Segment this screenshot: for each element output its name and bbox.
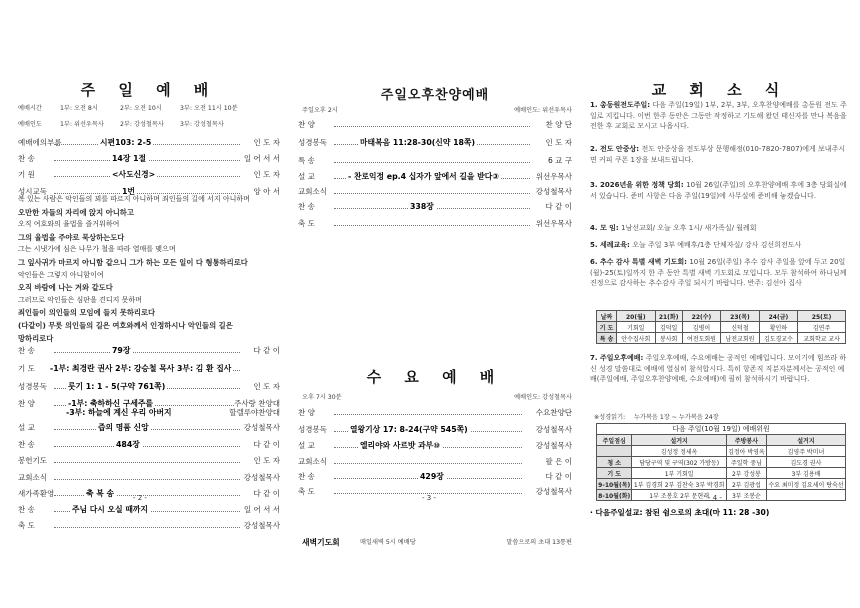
table-header: 주방봉사 xyxy=(726,435,766,446)
table-cell xyxy=(597,446,632,457)
leader-dots xyxy=(54,462,240,463)
responsive-reading-line: 그 잎사귀가 마르지 아니함 같으니 그가 하는 모든 일이 다 형통하리로다 xyxy=(18,258,248,267)
item-right: 위선우목사 xyxy=(535,219,572,228)
item-label: 설 교 xyxy=(298,441,315,450)
item-right: 할렐루야찬양대 xyxy=(229,408,280,417)
item-label: 성경봉독 xyxy=(18,382,47,391)
table-cell: 안수집사회 xyxy=(617,333,655,344)
item-right: 강성철목사 xyxy=(535,441,572,450)
news-number: 5. xyxy=(590,241,600,249)
table-cell: 황인하 xyxy=(759,322,797,333)
item-right: 강성철목사 xyxy=(535,187,572,196)
item-right: 인 도 자 xyxy=(253,456,280,465)
news-heading: 전도 안중상: xyxy=(599,145,642,153)
item-content: 338장 xyxy=(410,202,434,211)
page-number: - 4 - xyxy=(708,494,722,502)
duty-table-title: 다음 주일(10월 19일) 예배위원 xyxy=(597,424,846,435)
item-right: 인 도 자 xyxy=(253,170,280,179)
item-content: -1부: 최경란 권사 2부: 강승철 목사 3부: 김 환 집사 xyxy=(50,364,232,373)
table-cell: 김연주 xyxy=(798,322,846,333)
item-content: 축 복 송 xyxy=(86,489,115,498)
table-header: 21(화) xyxy=(655,311,682,322)
table-cell: 담당구역 및 구역(302 가방등) xyxy=(632,457,726,468)
item-label: 찬 송 xyxy=(18,154,35,163)
item-label: 교회소식 xyxy=(298,457,327,466)
table-cell: 기회일 xyxy=(617,322,655,333)
item-content: 즙의 명품 신앙 xyxy=(98,423,149,432)
table-header: 날짜 xyxy=(597,311,617,322)
item-content: 시편103: 2-5 xyxy=(100,138,152,147)
table-row xyxy=(597,322,846,333)
item-content: 1번 xyxy=(122,187,135,196)
table-cell: 기 도 xyxy=(597,468,632,479)
item-right: 강성철목사 xyxy=(535,425,572,434)
item-label: 축 도 xyxy=(298,219,315,228)
leader-dots xyxy=(334,463,522,464)
news-body: 1남선교회/ 오늘 오후 1시/ 새가족실/ 월례회 xyxy=(621,224,757,232)
item-content: 마태복음 11:28-30(신약 18쪽) xyxy=(360,138,476,147)
page-number: - 3 - xyxy=(422,494,436,502)
page-4: 교 회 소 식 1. 총동원전도주일: 다음 주일(19일) 1부, 2부, 3부, 오후찬양예배를 총동원 전도 주일로 지킵니다. 이번 한주 동안은 그동안 작정하고 기도해 왔던 태신자를 만나 복음을 전한 후 교회로 모시고 나옵시다. 2. 전도 안중상: 전도 안중상을 전도부상 문행해정(010-7820-7807)에게 보내주시면 커피 쿠폰 1장을 보내드립니다. 3. 2026년을 위한 정책 당회: 10월 26일(주일)의 오후찬양예배 후에 3층 당회실에서 있습니다. 준비 사항은 다음 주일(19일)에 사무실에 준비해 놓겠습니다. 4. 모 임: 1남선교회/ 오늘 오후 1시/ 새가족실/ 월례회 5. 세례교육: 오늘 주일 3부 예배후/1층 단체자실/ 강사 김선희전도사 6. 추수 감사 특별 새벽 기도회: 10월 26일(주일) 추수 감사 주일을 앞에 두고 20일(월)-25(토)일까지 한 주 동안 특별 새벽 기도회로 모입니다. 모두 참석하여 하나님께 진정으로 감사하는 추수감사 주일 되시기 바랍니다. 반주: 김선아 집사 7. 주일오후예배: 주일오후예배, 수요예배는 공적인 예배입니다. 모이기에 힘쓰라 하신 성경 말씀대로 예배에 열심히 참석합시다. 특히 항존직 직분자분께서는 공적인 예배(주일예배, 주일오후찬양예배, 수요예배)에 필히 참석하시기 바랍니다. 날짜 20(월) 21(화) 22(수) 23(목) 24(금) 25(토) 기 도 기회일 김덕일 김병이 신덕철 황인하 김연주 특 송 안수집사회 봉사회 여전도회원 남전교회원 김도경교수 교회학교 교사 ※성경읽기: 누가복음 1장 ~ 누가복음 24장 다음 주일(10월 19일) 예배위원 주일점심 설거지 주방봉사 설거지 김성정 정세옥 김정아 박영옥 김영주 박미녀 청 소 담당구역 및 구역(302 가방등) 주일학 중님 김도경 권사 기 도 1부 기회일 2부 강성봉 3부 김용배 9-10월(목) 1부 김경희 2부 김찬숙 3부 박경희 2부 김광섭 수요 최미정 김요세이 탕숙선 8-10월(화) 1부 조봉호 2부 문현래 3부 조봉순 · 다음주일설교: 참된 쉼으로의 초대(마 11: 28 -30) - 4 - xyxy=(590,0,850,608)
item-content: - 찬로익정 ep.4 십자가 앞에서 길을 받다③ xyxy=(348,172,499,181)
item-right: 다 같 이 xyxy=(253,346,280,355)
news-heading: 모 임: xyxy=(599,224,622,232)
table-header: 설거지 xyxy=(766,435,845,446)
news-item xyxy=(590,240,850,251)
item-label: 설 교 xyxy=(298,172,315,181)
item-label: 찬 송 xyxy=(298,472,315,481)
next-sermon-line: · 다음주일설교: 참된 쉼으로의 초대(마 11: 28 -30) xyxy=(590,508,770,517)
responsive-reading-line: 복 있는 사람은 악인들의 꾀를 따르지 아니하며 죄인들의 길에 서지 아니하며 xyxy=(18,195,250,203)
news-heading: 추수 감사 특별 새벽 기도회: xyxy=(599,258,690,266)
news-number: 2. xyxy=(590,145,600,153)
table-cell: 2부 김광섭 xyxy=(726,479,766,490)
table-cell: 2부 강성봉 xyxy=(726,468,766,479)
item-right: 인 도 자 xyxy=(253,138,280,147)
news-item xyxy=(590,100,850,132)
item-right: 다 같 이 xyxy=(545,472,572,481)
table-header: 25(토) xyxy=(798,311,846,322)
table-cell: 3부 조봉순 xyxy=(726,490,766,501)
item-content: 룻기 1: 1 - 5(구약 761쪽) xyxy=(68,382,166,391)
item-label: 봉헌기도 xyxy=(18,456,47,465)
news-heading: 세례교육: xyxy=(599,241,633,249)
item-content: 주님 다시 오실 때까지 xyxy=(72,505,148,514)
item-right: 다 같 이 xyxy=(545,202,572,211)
news-heading: 총동원전도주일: xyxy=(599,101,653,109)
responsive-reading-line: 오만한 자들의 자리에 앉지 아니하고 xyxy=(18,207,134,217)
responsive-reading-line: 오직 바람에 나는 겨와 같도다 xyxy=(18,283,113,293)
item-right: 찬 양 단 xyxy=(545,120,572,129)
dawn-prayer-table xyxy=(596,310,846,344)
item-label: 기 원 xyxy=(18,170,35,179)
table-row xyxy=(597,468,846,479)
item-right: 강성철목사 xyxy=(535,487,572,496)
news-number: 4. xyxy=(590,224,600,232)
news-item xyxy=(590,144,850,165)
table-cell: 남전교회원 xyxy=(721,333,759,344)
news-body: 주일오후예배, 수요예배는 공적인 예배입니다. 모이기에 힘쓰라 하신 성경 말씀대로 예배에 열심히 참석합시다. 특히 항존직 직분자분께서는 공적인 예배(주일예배, 주일오후찬양예배, 수요예배)에 필히 참석하시기 바랍니다. xyxy=(590,354,847,383)
wednesday-worship-title: 수 요 예 배 xyxy=(366,368,504,386)
table-cell: 주일학 중님 xyxy=(726,457,766,468)
leader-dots xyxy=(54,527,240,528)
table-header: 22(수) xyxy=(682,311,720,322)
item-right: 강성철목사 xyxy=(243,423,280,432)
item-content: 429장 xyxy=(420,472,444,481)
responsive-reading-line: 죄인들이 의인들의 모임에 들지 못하리로다 xyxy=(18,308,156,318)
table-cell: 1부 기회일 xyxy=(632,468,726,479)
item-right: 위선우목사 xyxy=(535,172,572,181)
church-news-title: 교 회 소 식 xyxy=(651,81,789,99)
item-label: 특 송 xyxy=(298,156,315,165)
responsive-reading-line: 그의 율법을 주야로 묵상하는도다 xyxy=(18,232,125,242)
news-number: 6. xyxy=(590,258,600,266)
item-right: 인 도 자 xyxy=(545,138,572,147)
item-label: 교회소식 xyxy=(298,187,327,196)
item-right: 다 같 이 xyxy=(253,489,280,498)
news-item xyxy=(590,353,850,385)
table-cell: 김병이 xyxy=(682,322,720,333)
item-content: 484장 xyxy=(116,440,140,449)
leader-dots xyxy=(334,414,522,415)
leader-dots xyxy=(54,352,240,353)
item-right: 일 어 서 서 xyxy=(243,505,280,514)
table-cell: 김도경교수 xyxy=(759,333,797,344)
responsive-reading-line: 망하리로다 xyxy=(18,333,54,343)
item-right: 6 교 구 xyxy=(547,156,572,165)
news-item xyxy=(590,257,850,289)
table-cell: 봉사회 xyxy=(655,333,682,344)
item-right: 다 같 이 xyxy=(253,440,280,449)
leader-dots xyxy=(54,479,240,480)
table-cell: 교회학교 교사 xyxy=(798,333,846,344)
sunday-worship-title: 주 일 예 배 xyxy=(80,81,218,99)
leader-dots xyxy=(334,193,530,194)
item-label: 찬 양 xyxy=(18,399,35,408)
leader-dots xyxy=(334,225,530,226)
duty-table xyxy=(596,423,846,501)
item-label: 성시교독 xyxy=(18,187,47,196)
item-content: 엘리야와 사르밧 과부⑩ xyxy=(360,441,440,450)
table-cell: 김영주 박미녀 xyxy=(766,446,845,457)
leader-dots xyxy=(334,126,530,127)
item-right: 인 도 자 xyxy=(253,382,280,391)
table-cell: 1부 조봉호 2부 문현래 xyxy=(632,490,726,501)
news-item xyxy=(590,223,850,234)
item-right: 팔 은 이 xyxy=(545,457,572,466)
item-label: 기 도 xyxy=(18,364,35,373)
table-header: 주일점심 xyxy=(597,435,632,446)
table-cell: 기 도 xyxy=(597,322,617,333)
table-cell: 여전도회원 xyxy=(682,333,720,344)
item-label: 교회소식 xyxy=(18,473,47,482)
leader-dots xyxy=(54,495,240,496)
item-label: 찬 양 xyxy=(298,408,315,417)
responsive-reading-line: 오직 여호와의 율법을 즐거워하여 xyxy=(18,220,120,229)
table-row xyxy=(597,479,846,490)
item-label: 축 도 xyxy=(298,487,315,496)
table-cell: 김정아 박영옥 xyxy=(726,446,766,457)
item-label: 축 도 xyxy=(18,521,35,530)
page-2: 주 일 예 배 예배시간 1부: 오전 8시 2부: 오전 10시 3부: 오전 11시 10분 예배인도 1부: 위선우목사 2부: 강성철목사 3부: 강성철목사 예배에의부름 시편103: 2-5 인 도 자 찬 송 14장 1절 일 어 서 서 기 원 <사도신경> 인 도 자 성시교독 1번 앙 아 서 복 있는 사람은 악인들의 꾀를 따르지 아니하며 죄인들의 길에 서지 아니하며 오만한 자들의 자리에 앉지 아니하고 오직 여호와의 율법을 즐거워하여 그의 율법을 주야로 묵상하는도다 그는 시냇가에 심은 나무가 철을 따라 열매를 맺으며 그 잎사귀가 마르지 아니함 같으니 그가 하는 모든 일이 다 형통하리로다 악인들은 그렇지 아니함이여 오직 바람에 나는 겨와 같도다 그러므로 악인들은 심판을 견디지 못하며 죄인들이 의인들의 모임에 들지 못하리로다 (다같이) 무릇 의인들의 길은 여호와께서 인정하시나 악인들의 길은 망하리로다 찬 송 79장 다 같 이 기 도 -1부: 최경란 권사 2부: 강승철 목사 3부: 김 환 집사 성경봉독 룻기 1: 1 - 5(구약 761쪽) 인 도 자 찬 양 -1부: 축하하신 구세주를 주사랑 찬양대 -3부: 하늘에 계신 우리 아버지 할렐루야찬양대 설 교 즙의 명품 신앙 강성철목사 찬 송 484장 다 같 이 봉헌기도 인 도 자 교회소식 강성철목사 새가족환영 축 복 송 다 같 이 찬 송 주님 다시 오실 때까지 일 어 서 서 축 도 강성철목사 - 2 - xyxy=(18,81,280,530)
table-cell: 김도경 권사 xyxy=(766,457,845,468)
table-header: 24(금) xyxy=(759,311,797,322)
item-label: 찬 송 xyxy=(18,346,35,355)
news-number: 3. xyxy=(590,181,600,189)
table-header: 23(목) xyxy=(721,311,759,322)
item-label: 설 교 xyxy=(18,423,35,432)
afternoon-worship-title: 주일오후찬양예배 xyxy=(380,88,490,103)
news-body: 오늘 주일 3부 예배후/1층 단체자실/ 강사 김선희전도사 xyxy=(632,241,802,249)
news-body: 전도 안중상을 전도부상 문행해정(010-7820-7807)에게 보내주시면 커피 쿠폰 1장을 보내드립니다. xyxy=(590,145,846,164)
news-heading: 2026년을 위한 정책 당회: xyxy=(599,181,687,189)
item-label: 새가족환영 xyxy=(18,489,55,498)
item-content: <사도신경> xyxy=(112,170,156,179)
item-label: 찬 송 xyxy=(18,440,35,449)
table-header: 20(월) xyxy=(617,311,655,322)
table-cell: 김성정 정세옥 xyxy=(632,446,726,457)
responsive-reading-line: 그러므로 악인들은 심판을 견디지 못하며 xyxy=(18,295,142,304)
news-body: 10월 26일(주일)의 오후찬양예배 후에 3층 당회실에서 있습니다. 준비 사항은 다음 주일(19일)에 사무실에 준비해 놓겠습니다. xyxy=(590,181,847,200)
leader-dots xyxy=(54,193,240,194)
item-content: 열왕기상 17: 8-24(구약 545쪽) xyxy=(350,425,468,434)
item-right: 앙 아 서 xyxy=(253,187,280,196)
news-number: 7. xyxy=(590,354,600,362)
table-cell: 특 송 xyxy=(597,333,617,344)
item-label: 성경봉독 xyxy=(298,425,327,434)
table-cell: 1부 김경희 2부 김찬숙 3부 박경희 xyxy=(632,479,726,490)
item-label: 찬 송 xyxy=(298,202,315,211)
item-right: 강성철목사 xyxy=(243,521,280,530)
item-content: 14장 1절 xyxy=(112,154,147,163)
responsive-reading-line: 악인들은 그렇지 아니함이여 xyxy=(18,270,104,279)
responsive-reading-line: 그는 시냇가에 심은 나무가 철을 따라 열매를 맺으며 xyxy=(18,245,176,254)
news-number: 1. xyxy=(590,101,600,109)
leader-dots xyxy=(334,162,530,163)
table-row xyxy=(597,333,846,344)
leader-dots xyxy=(54,446,240,447)
table-cell: 김덕일 xyxy=(655,322,682,333)
item-content: 79장 xyxy=(112,346,131,355)
item-label: 찬 송 xyxy=(18,505,35,514)
item-label: 찬 양 xyxy=(298,120,315,129)
item-content: -1부: 축하하신 구세주를 xyxy=(68,399,153,408)
news-body: 10월 26일(주일) 추수 감사 주일을 앞에 두고 20일(월)-25(토)일까지 한 주 동안 특별 새벽 기도회로 모입니다. 모두 참석하여 하나님께 진정으로 감사하는 추수감사 주일 되시기 바랍니다. 반주: 김선아 집사 xyxy=(590,258,847,287)
item-content: -3부: 하늘에 계신 우리 아버지 xyxy=(66,408,172,417)
news-body: 다음 주일(19일) 1부, 2부, 3부, 오후찬양예배를 총동원 전도 주일로 지킵니다. 이번 한주 동안은 그동안 작정하고 기도해 왔던 태신자를 만나 복음을 전한 후 교회로 모시고 나옵시다. xyxy=(590,101,847,130)
page-number: - 2 - xyxy=(133,494,147,502)
table-cell: 9-10월(목) xyxy=(597,479,632,490)
news-item xyxy=(590,180,850,201)
table-cell: 수요 최미정 김요세이 탕숙선 xyxy=(766,479,845,490)
table-cell: 3부 김용배 xyxy=(766,468,845,479)
item-right: 수요찬양단 xyxy=(535,408,572,417)
table-cell: 신덕철 xyxy=(721,322,759,333)
page-3: 주일오후찬양예배 주일오후 2시 예배인도: 위선우목사 찬 양 찬 양 단 성경봉독 마태복음 11:28-30(신약 18쪽) 인 도 자 특 송 6 교 구 설 교 - 찬로익정 ep.4 십자가 앞에서 길을 받다③ 위선우목사 교회소식 강성철목사 찬 송 338장 다 같 이 축 도 위선우목사 수 요 예 배 오후 7시 30분 예배인도: 강성철목사 찬 양 수요찬양단 성경봉독 열왕기상 17: 8-24(구약 545쪽) 강성철목사 설 교 엘리야와 사르밧 과부⑩ 강성철목사 교회소식 팔 은 이 찬 송 429장 다 같 이 축 도 강성철목사 새벽기도회 매일새벽 5시 예배당 말씀으로의 초대 13통편 - 3 - xyxy=(298,0,572,608)
table-cell xyxy=(766,490,845,501)
item-right: 주사랑 찬양대 xyxy=(234,399,280,408)
table-row xyxy=(597,446,846,457)
table-cell: 청 소 xyxy=(597,457,632,468)
item-label: 성경봉독 xyxy=(298,138,327,147)
item-right: 일 어 서 서 xyxy=(243,154,280,163)
table-row xyxy=(597,457,846,468)
table-cell: 8-10월(화) xyxy=(597,490,632,501)
responsive-reading-line: (다같이) 무릇 의인들의 길은 여호와께서 인정하시나 악인들의 길은 xyxy=(18,321,233,330)
item-right: 강성철목사 xyxy=(243,473,280,482)
table-header: 설거지 xyxy=(632,435,726,446)
news-heading: 주일오후예배: xyxy=(599,354,646,362)
item-label: 예배에의부름 xyxy=(18,138,62,147)
